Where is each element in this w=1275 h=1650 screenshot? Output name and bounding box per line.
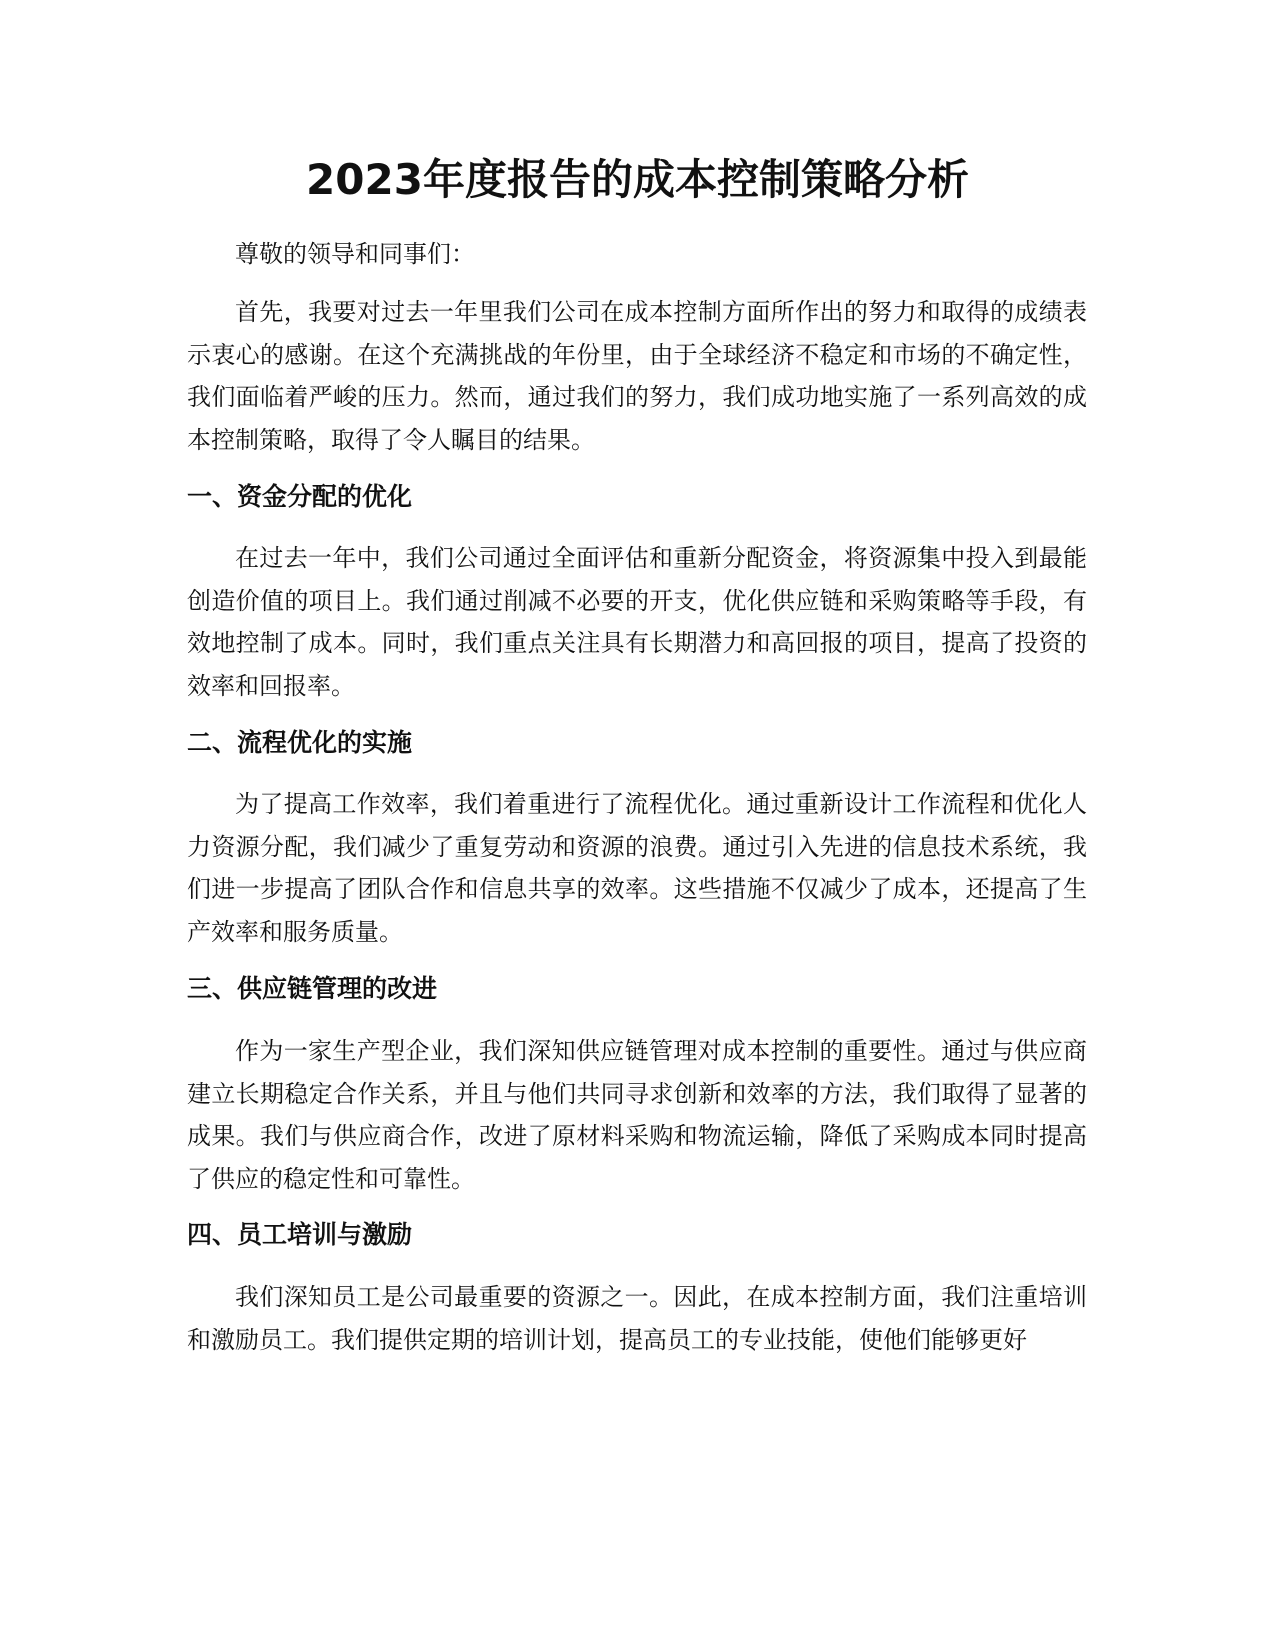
salutation: 尊敬的领导和同事们： (235, 240, 475, 268)
intro-paragraph: 首先，我要对过去一年里我们公司在成本控制方面所作出的努力和取得的成绩表示衷心的感谢。在这个充满挑战的年份里，由于全球经济不稳定和市场的不确定性，我们面临着严峻的压力。然而，通过我们的努力，我们成功地实施了一系列高效的成本控制策略，取得了令人瞩目的结果。 (187, 298, 1087, 454)
document-title: 2023年度报告的成本控制策略分析 (306, 155, 969, 204)
section-heading-2: 二、流程优化的实施 (187, 728, 413, 757)
section-body-4: 我们深知员工是公司最重要的资源之一。因此，在成本控制方面，我们注重培训和激励员工。我们提供定期的培训计划，提高员工的专业技能，使他们能够更好 (187, 1283, 1087, 1354)
section-heading-4: 四、员工培训与激励 (187, 1220, 413, 1249)
section-heading-3: 三、供应链管理的改进 (187, 974, 438, 1003)
section-body-3: 作为一家生产型企业，我们深知供应链管理对成本控制的重要性。通过与供应商建立长期稳定合作关系，并且与他们共同寻求创新和效率的方法，我们取得了显著的成果。我们与供应商合作，改进了原材料采购和物流运输，降低了采购成本同时提高了供应的稳定性和可靠性。 (187, 1037, 1087, 1193)
section-body-2: 为了提高工作效率，我们着重进行了流程优化。通过重新设计工作流程和优化人力资源分配，我们减少了重复劳动和资源的浪费。通过引入先进的信息技术系统，我们进一步提高了团队合作和信息共享的效率。这些措施不仅减少了成本，还提高了生产效率和服务质量。 (187, 790, 1087, 946)
section-body-1: 在过去一年中，我们公司通过全面评估和重新分配资金，将资源集中投入到最能创造价值的项目上。我们通过削减不必要的开支，优化供应链和采购策略等手段，有效地控制了成本。同时，我们重点关注具有长期潜力和高回报的项目，提高了投资的效率和回报率。 (187, 544, 1087, 700)
section-heading-1: 一、资金分配的优化 (187, 482, 413, 511)
